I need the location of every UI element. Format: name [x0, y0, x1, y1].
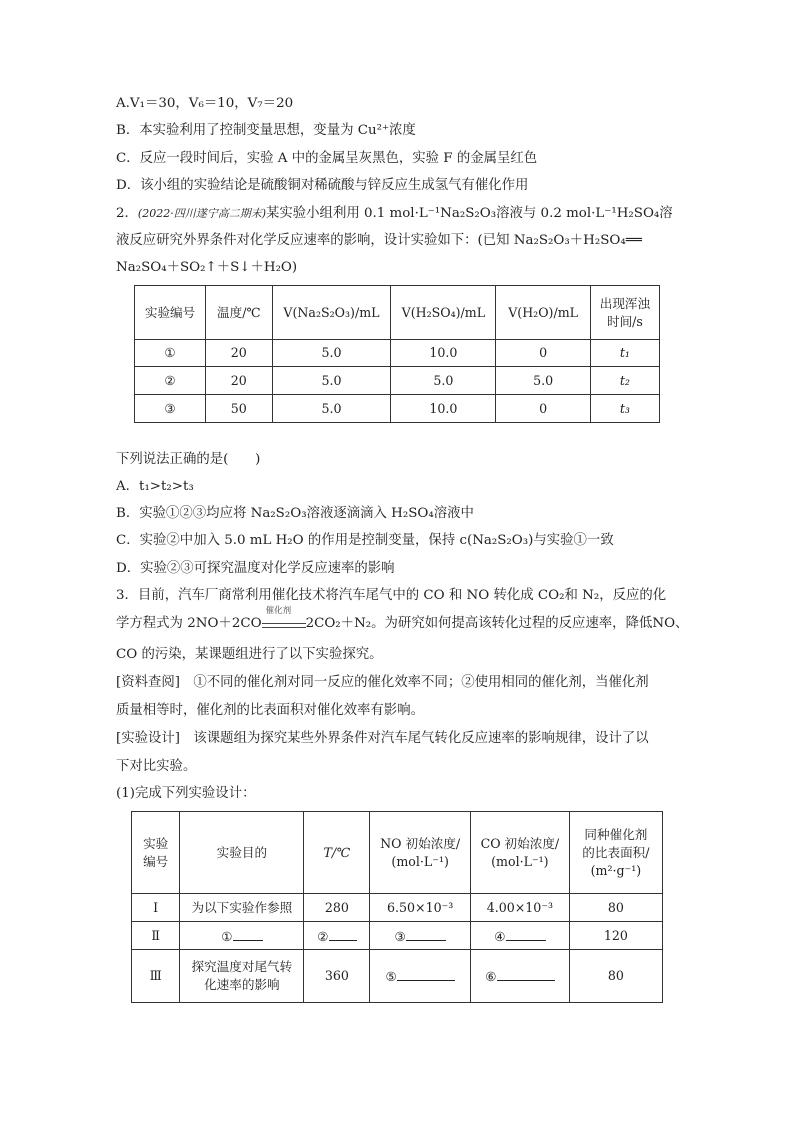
q3-line-3: CO 的污染，某课题组进行了以下实验探究。 — [116, 647, 383, 662]
q3-th-id — [132, 812, 180, 894]
q3-cell — [180, 950, 304, 1003]
catalyst-label: 催化剂 — [265, 605, 292, 616]
blank-1[interactable] — [233, 926, 263, 941]
q2-stem-line-1 — [116, 204, 673, 224]
q2-option-c: C．实验②中加入 5.0 mL H₂O 的作用是控制变量，保持 c(Na₂S₂O₃)与实验①一致 — [116, 533, 614, 548]
blank-4-label: ④ — [494, 928, 506, 944]
q3-cell: 为以下实验作参照 — [180, 894, 304, 922]
q2-cell: 20 — [206, 367, 272, 395]
q3-cell: 4.00×10⁻³ — [470, 894, 569, 922]
table-row — [132, 894, 663, 922]
q2-th-time-2: 时间/s — [606, 313, 643, 329]
table-row — [132, 922, 663, 950]
q3-equation-left: 学方程式为 2NO＋2CO — [116, 616, 262, 631]
q2-cell: t₂ — [590, 367, 659, 395]
q2-option-b: B．实验①②③均应将 Na₂S₂O₃溶液逐滴滴入 H₂SO₄溶液中 — [116, 506, 474, 521]
q2-cell: 5.0 — [272, 340, 391, 367]
blank-6[interactable] — [497, 966, 555, 981]
q1-option-a: A.V₁＝30，V₆＝10，V₇＝20 — [116, 96, 294, 111]
q3-cell: 80 — [569, 950, 662, 1003]
q2-option-d: D．实验②③可探究温度对化学反应速率的影响 — [116, 561, 395, 576]
q2-cell: 5.0 — [272, 367, 391, 395]
q3-th-area — [569, 812, 662, 894]
blank-2-label: ② — [317, 928, 329, 944]
q3-line-8: (1)完成下列实验设计： — [116, 786, 256, 801]
q1-option-b: B．本实验利用了控制变量思想，变量为 Cu²⁺浓度 — [116, 123, 416, 138]
q2-cell: t₃ — [590, 395, 659, 423]
q3-cell: Ⅰ — [132, 894, 180, 922]
q2-th-id: 实验编号 — [135, 286, 206, 340]
q3-th-area-3: (m²·g⁻¹) — [590, 862, 642, 878]
q3-th-co-2: (mol·L⁻¹) — [491, 853, 549, 869]
q2-option-a: A．t₁>t₂>t₃ — [116, 479, 194, 494]
q3-cell — [370, 922, 471, 950]
q3-th-no — [370, 812, 471, 894]
q2-cell: 10.0 — [391, 395, 496, 423]
catalyst-arrow — [262, 605, 306, 631]
table-row — [135, 367, 660, 395]
table-row — [132, 950, 663, 1003]
q2-cell: 5.0 — [496, 367, 590, 395]
q3-cell — [304, 922, 370, 950]
q3-th-area-2: 的比表面积/ — [582, 844, 650, 860]
q2-stem-1: 某实验小组利用 0.1 mol·L⁻¹Na₂S₂O₃溶液与 0.2 mol·L⁻¹H₂SO₄溶 — [266, 206, 673, 221]
q3-line-4: [资料查阅] ①不同的催化剂对同一反应的催化效率不同；②使用相同的催化剂，当催化剂 — [116, 675, 649, 690]
blank-1-label: ① — [221, 928, 233, 944]
q2-stem-line-2: 液反应研究外界条件对化学反应速率的影响，设计实验如下：(已知 Na₂S₂O₃＋H₂SO₄══ — [116, 233, 642, 248]
q2-stem-line-3: Na₂SO₄＋SO₂↑＋S↓＋H₂O) — [116, 260, 298, 275]
q3-cell: 280 — [304, 894, 370, 922]
q2-cell: ③ — [135, 395, 206, 423]
q2-cell: 10.0 — [391, 340, 496, 367]
blank-6-label: ⑥ — [485, 969, 497, 984]
q2-cell: 5.0 — [272, 395, 391, 423]
q3-line-2 — [116, 605, 689, 634]
blank-5-label: ⑤ — [385, 969, 397, 984]
q3-th-id-1: 实验 — [143, 835, 169, 851]
q3-cell: Ⅱ — [132, 922, 180, 950]
q3-th-no-2: (mol·L⁻¹) — [391, 853, 449, 869]
q3-equation-right: 2CO₂＋N₂。为研究如何提高该转化过程的反应速率，降低NO、 — [305, 616, 689, 631]
q2-cell: ② — [135, 367, 206, 395]
table-row — [135, 340, 660, 367]
blank-3-label: ③ — [394, 928, 406, 944]
q3-table — [131, 811, 663, 1003]
q2-number: 2． — [116, 206, 138, 221]
q2-cell: 20 — [206, 340, 272, 367]
blank-4[interactable] — [506, 926, 546, 941]
q3-line-1: 3．目前，汽车厂商常利用催化技术将汽车尾气中的 CO 和 NO 转化成 CO₂和 N₂，反应的化 — [116, 588, 667, 603]
blank-3[interactable] — [406, 926, 446, 941]
q2-th-h2so4: V(H₂SO₄)/mL — [391, 286, 496, 340]
q3-th-area-1: 同种催化剂 — [584, 826, 648, 842]
q3-line-6: [实验设计] 该课题组为探究某些外界条件对汽车尾气转化反应速率的影响规律，设计了以 — [116, 731, 649, 746]
q3-th-id-2: 编号 — [143, 853, 169, 869]
q3-cell: 6.50×10⁻³ — [370, 894, 471, 922]
q2-source: (2022·四川遂宁高二期末) — [137, 207, 266, 220]
q2-question: 下列说法正确的是( ) — [116, 452, 261, 467]
q3-cell: 80 — [569, 894, 662, 922]
q3-cell — [370, 950, 471, 1003]
q3-th-no-1: NO 初始浓度/ — [380, 835, 461, 851]
q3-cell — [470, 922, 569, 950]
q3-cell — [180, 922, 304, 950]
q2-th-time — [590, 286, 659, 340]
q2-th-h2o: V(H₂O)/mL — [496, 286, 590, 340]
blank-2[interactable] — [329, 926, 357, 941]
q3-cell: 120 — [569, 922, 662, 950]
q3-purpose-line-1: 探究温度对尾气转 — [191, 959, 293, 974]
q3-th-co — [470, 812, 569, 894]
q2-th-temp: 温度/℃ — [206, 286, 272, 340]
q2-cell: ① — [135, 340, 206, 367]
q2-cell: 0 — [496, 340, 590, 367]
q3-line-7: 下对比实验。 — [116, 759, 197, 774]
q3-th-co-1: CO 初始浓度/ — [480, 835, 560, 851]
equilibrium-line-icon — [262, 623, 306, 628]
q2-cell: t₁ — [590, 340, 659, 367]
q2-cell: 0 — [496, 395, 590, 423]
q2-table-header-row — [135, 286, 660, 340]
q1-option-d: D．该小组的实验结论是硫酸铜对稀硫酸与锌反应生成氢气有催化作用 — [116, 178, 529, 193]
q3-cell — [470, 950, 569, 1003]
q3-purpose-line-2: 化速率的影响 — [204, 977, 280, 992]
table-row — [135, 395, 660, 423]
q2-cell: 5.0 — [391, 367, 496, 395]
q3-cell: Ⅲ — [132, 950, 180, 1003]
q3-th-temp: T/℃ — [304, 812, 370, 894]
q2-cell: 50 — [206, 395, 272, 423]
q1-option-c: C．反应一段时间后，实验 A 中的金属呈灰黑色，实验 F 的金属呈红色 — [116, 151, 538, 166]
q2-table — [134, 285, 660, 423]
q3-th-purpose: 实验目的 — [180, 812, 304, 894]
blank-5[interactable] — [397, 966, 455, 981]
q2-th-time-1: 出现浑浊 — [599, 295, 651, 311]
q2-th-na2s2o3: V(Na₂S₂O₃)/mL — [272, 286, 391, 340]
q3-cell: 360 — [304, 950, 370, 1003]
q3-line-5: 质量相等时，催化剂的比表面积对催化效率有影响。 — [116, 703, 424, 718]
q3-table-header-row — [132, 812, 663, 894]
